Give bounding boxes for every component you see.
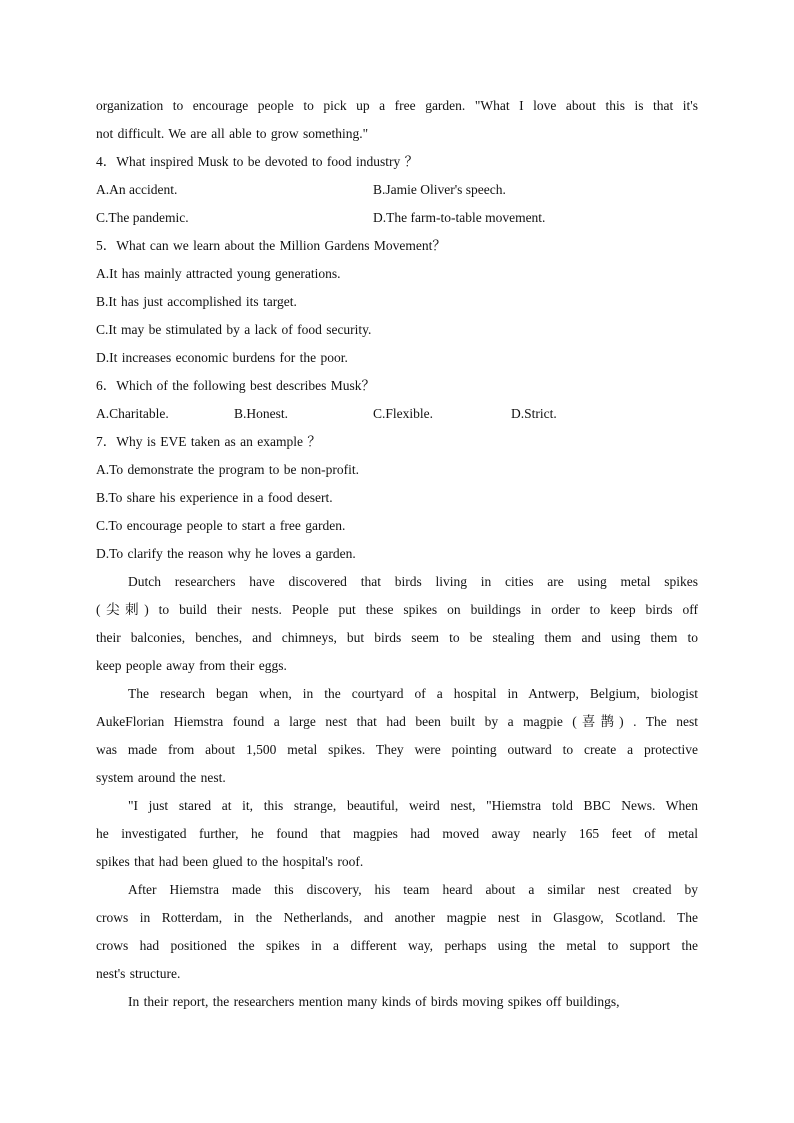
question-stem: 7．Why is EVE taken as an example ？ <box>96 434 321 449</box>
text-line: Dutch researchers have discovered that birds living in cities are using metal spikes <box>128 574 698 589</box>
document-page <box>96 92 698 1016</box>
text-line: AukeFlorian Hiemstra found a large nest that had been built by a magpie (喜鹊) . The nest <box>96 714 698 729</box>
text-line: The research began when, in the courtyard of a hospital in Antwerp, Belgium, biologist <box>128 686 698 701</box>
question-stem: 4．What inspired Musk to be devoted to food industry ？ <box>96 154 419 169</box>
option-d: D.To clarify the reason why he loves a garden. <box>96 546 356 561</box>
option-row <box>96 204 698 232</box>
text-line: system around the nest. <box>96 770 226 785</box>
text-line: (尖刺) to build their nests. People put these spikes on buildings in order to keep birds off <box>96 602 698 617</box>
paragraph-3 <box>96 792 698 876</box>
question-6 <box>96 372 698 428</box>
text-line: crows had positioned the spikes in a different way, perhaps using the metal to support the <box>96 938 698 953</box>
option-b: B.Jamie Oliver's speech. <box>373 182 506 197</box>
option-b: B.To share his experience in a food desert. <box>96 490 333 505</box>
passage <box>96 568 698 1016</box>
option-row <box>96 400 698 428</box>
question-7 <box>96 428 698 568</box>
option-c: C.It may be stimulated by a lack of food security. <box>96 322 372 337</box>
text-line: not difficult. We are all able to grow something." <box>96 126 369 141</box>
option-c: C.To encourage people to start a free garden. <box>96 518 346 533</box>
option-c: C.The pandemic. <box>96 210 189 225</box>
text-line: "I just stared at it, this strange, beautiful, weird nest, "Hiemstra told BBC News. When <box>128 798 698 813</box>
option-row <box>96 176 698 204</box>
text-line: spikes that had been glued to the hospital's roof. <box>96 854 364 869</box>
text-line: was made from about 1,500 metal spikes. They were pointing outward to create a protective <box>96 742 698 757</box>
option-b: B.Honest. <box>234 406 288 421</box>
text-line: he investigated further, he found that magpies had moved away nearly 165 feet of metal <box>96 826 698 841</box>
option-b: B.It has just accomplished its target. <box>96 294 297 309</box>
option-d: D.The farm-to-table movement. <box>373 210 546 225</box>
question-5 <box>96 232 698 372</box>
text-line: their balconies, benches, and chimneys, but birds seem to be stealing them and using them to <box>96 630 698 645</box>
option-c: C.Flexible. <box>373 406 433 421</box>
option-d: D.It increases economic burdens for the poor. <box>96 350 348 365</box>
paragraph-2 <box>96 680 698 792</box>
text-line: In their report, the researchers mention many kinds of birds moving spikes off buildings, <box>128 994 620 1009</box>
question-stem: 5．What can we learn about the Million Gardens Movement？ <box>96 238 446 253</box>
option-a: A.To demonstrate the program to be non-profit. <box>96 462 359 477</box>
option-a: A.An accident. <box>96 182 178 197</box>
paragraph-4 <box>96 876 698 988</box>
paragraph-1 <box>96 568 698 680</box>
option-a: A.It has mainly attracted young generations. <box>96 266 341 281</box>
option-d: D.Strict. <box>511 406 557 421</box>
question-4 <box>96 148 698 232</box>
paragraph-5 <box>96 988 698 1016</box>
text-line: crows in Rotterdam, in the Netherlands, and another magpie nest in Glasgow, Scotland. The <box>96 910 698 925</box>
text-line: keep people away from their eggs. <box>96 658 287 673</box>
text-line: organization to encourage people to pick up a free garden. "What I love about this is that it's <box>96 98 698 113</box>
text-line: nest's structure. <box>96 966 181 981</box>
intro-text <box>96 92 698 148</box>
text-line: After Hiemstra made this discovery, his team heard about a similar nest created by <box>128 882 698 897</box>
option-a: A.Charitable. <box>96 406 169 421</box>
question-stem: 6．Which of the following best describes Musk？ <box>96 378 375 393</box>
